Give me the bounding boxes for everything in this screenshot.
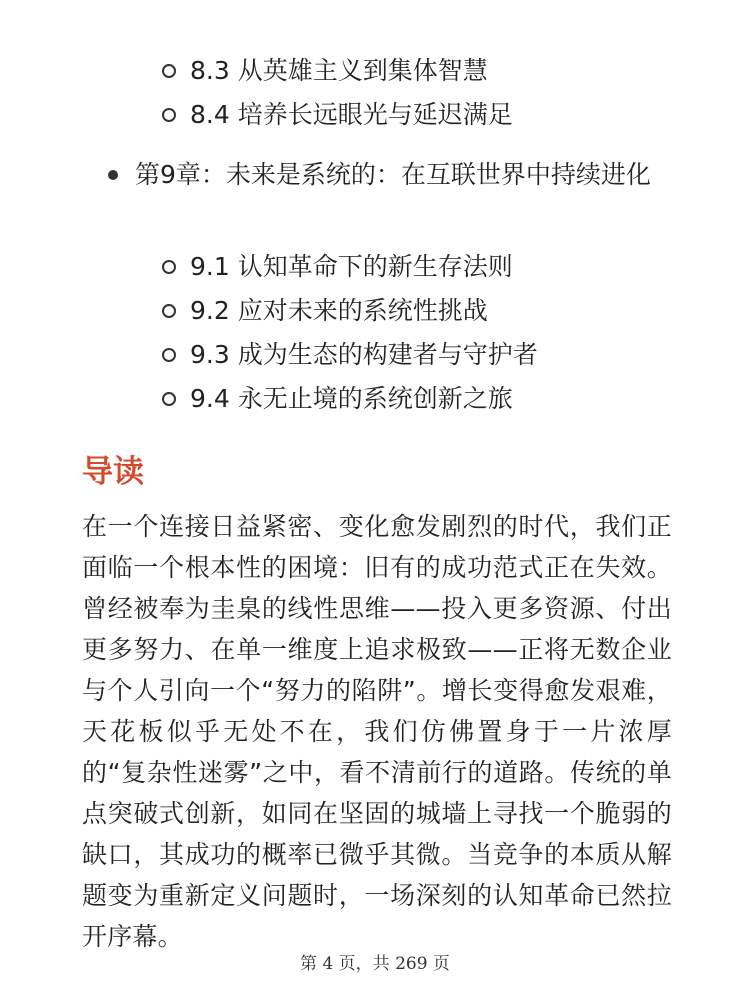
toc-section-9-1[interactable] [162, 250, 513, 284]
toc-section-9-4[interactable] [162, 382, 513, 416]
toc-section-label: 9.4 永无止境的系统创新之旅 [190, 384, 513, 413]
intro-paragraph: 在一个连接日益紧密、变化愈发剧烈的时代，我们正面临一个根本性的困境：旧有的成功范式正在失效。曾经被奉为圭臬的线性思维——投入更多资源、付出更多努力、在单一维度上追求极致——正将无数企业与个人引向一个“努力的陷阱”。增长变得愈发艰难，天花板似乎无处不在，我们仿佛置身于一片浓厚的“复杂性迷雾”之中，看不清前行的道路。传统的单点突破式创新，如同在坚固的城墙上寻找一个脆弱的缺口，其成功的概率已微乎其微。当竞争的本质从解题变为重新定义问题时，一场深刻的认知革命已然拉开序幕。 [82, 512, 672, 951]
toc-chapter-9[interactable] [108, 155, 688, 195]
toc-section-label: 9.3 成为生态的构建者与守护者 [190, 340, 538, 369]
circle-bullet-icon [162, 260, 176, 274]
toc-section-8-4[interactable] [162, 98, 513, 132]
circle-bullet-icon [162, 304, 176, 318]
toc-section-label: 9.1 认知革命下的新生存法则 [190, 252, 513, 281]
circle-bullet-icon [162, 108, 176, 122]
toc-section-label: 8.4 培养长远眼光与延迟满足 [190, 100, 513, 129]
toc-section-9-2[interactable] [162, 294, 488, 328]
toc-section-8-3[interactable] [162, 54, 488, 88]
circle-bullet-icon [162, 348, 176, 362]
toc-section-label: 9.2 应对未来的系统性挑战 [190, 296, 488, 325]
circle-bullet-icon [162, 64, 176, 78]
section-heading: 导读 [82, 454, 144, 490]
toc-chapter-title: 第9章：未来是系统的：在互联世界中持续进化 [135, 160, 651, 189]
toc-section-9-3[interactable] [162, 338, 538, 372]
page-number: 第 4 页，共 269 页 [300, 954, 450, 974]
circle-bullet-icon [162, 392, 176, 406]
toc-section-label: 8.3 从英雄主义到集体智慧 [190, 56, 488, 85]
disc-bullet-icon [108, 170, 118, 180]
